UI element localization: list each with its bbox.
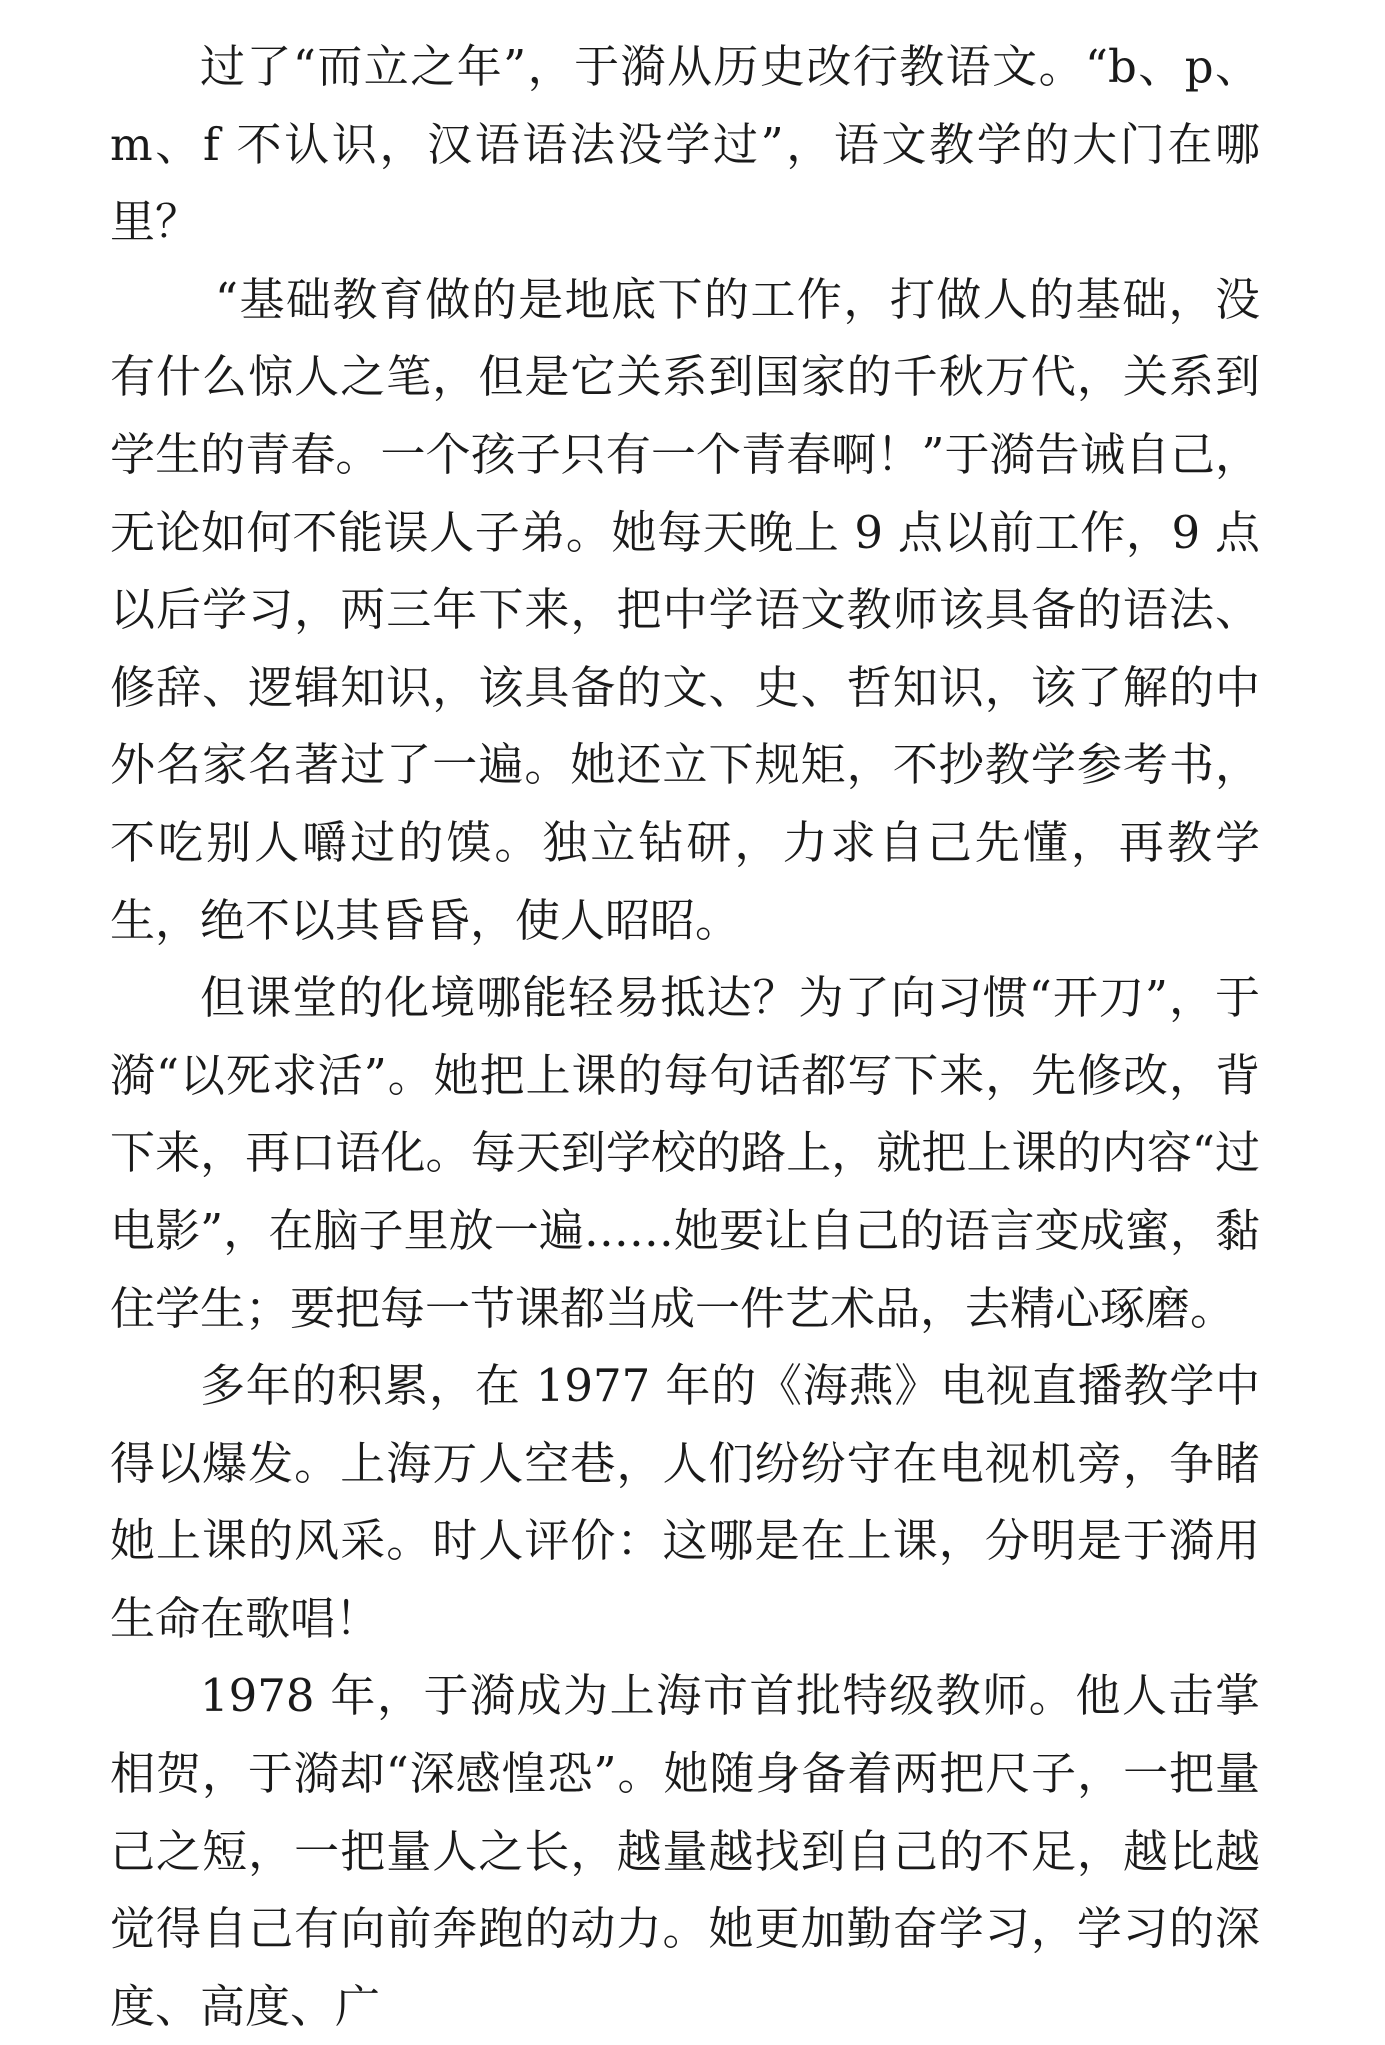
article-body	[110, 28, 1260, 2045]
paragraph-haiyan-broadcast: 多年的积累，在 1977 年的《海燕》电视直播教学中得以爆发。上海万人空巷，人们纷纷守在电视机旁，争睹她上课的风采。时人评价：这哪是在上课，分明是于漪用生命在歌唱！	[110, 1359, 1260, 1645]
paragraph-career-change: 过了“而立之年”，于漪从历史改行教语文。“b、p、m、f 不认识，汉语语法没学过”，语文教学的大门在哪里？	[110, 40, 1260, 249]
paragraph-classroom-practice: 但课堂的化境哪能轻易抵达？为了向习惯“开刀”，于漪“以死求活”。她把上课的每句话都写下来，先修改，背下来，再口语化。每天到学校的路上，就把上课的内容“过电影”，在脑子里放一遍……她要让自己的语言变成蜜，黏住学生；要把每一节课都当成一件艺术品，去精心琢磨。	[110, 971, 1260, 1335]
paragraph-basic-education: “基础教育做的是地底下的工作，打做人的基础，没有什么惊人之笔，但是它关系到国家的千秋万代，关系到学生的青春。一个孩子只有一个青春啊！”于漪告诫自己，无论如何不能误人子弟。她每天晚上 9 点以前工作，9 点以后学习，两三年下来，把中学语文教师该具备的语法、修辞、逻辑知识，该具备的文、史、哲知识，该了解的中外名家名著过了一遍。她还立下规矩，不抄教学参考书，不吃别人嚼过的馍。独立钻研，力求自己先懂，再教学生，绝不以其昏昏，使人昭昭。	[110, 272, 1260, 947]
paragraph-special-teacher: 1978 年，于漪成为上海市首批特级教师。他人击掌相贺，于漪却“深感惶恐”。她随身备着两把尺子，一把量己之短，一把量人之长，越量越找到自己的不足，越比越觉得自己有向前奔跑的动力。她更加勤奋学习，学习的深度、高度、广	[110, 1669, 1260, 2033]
